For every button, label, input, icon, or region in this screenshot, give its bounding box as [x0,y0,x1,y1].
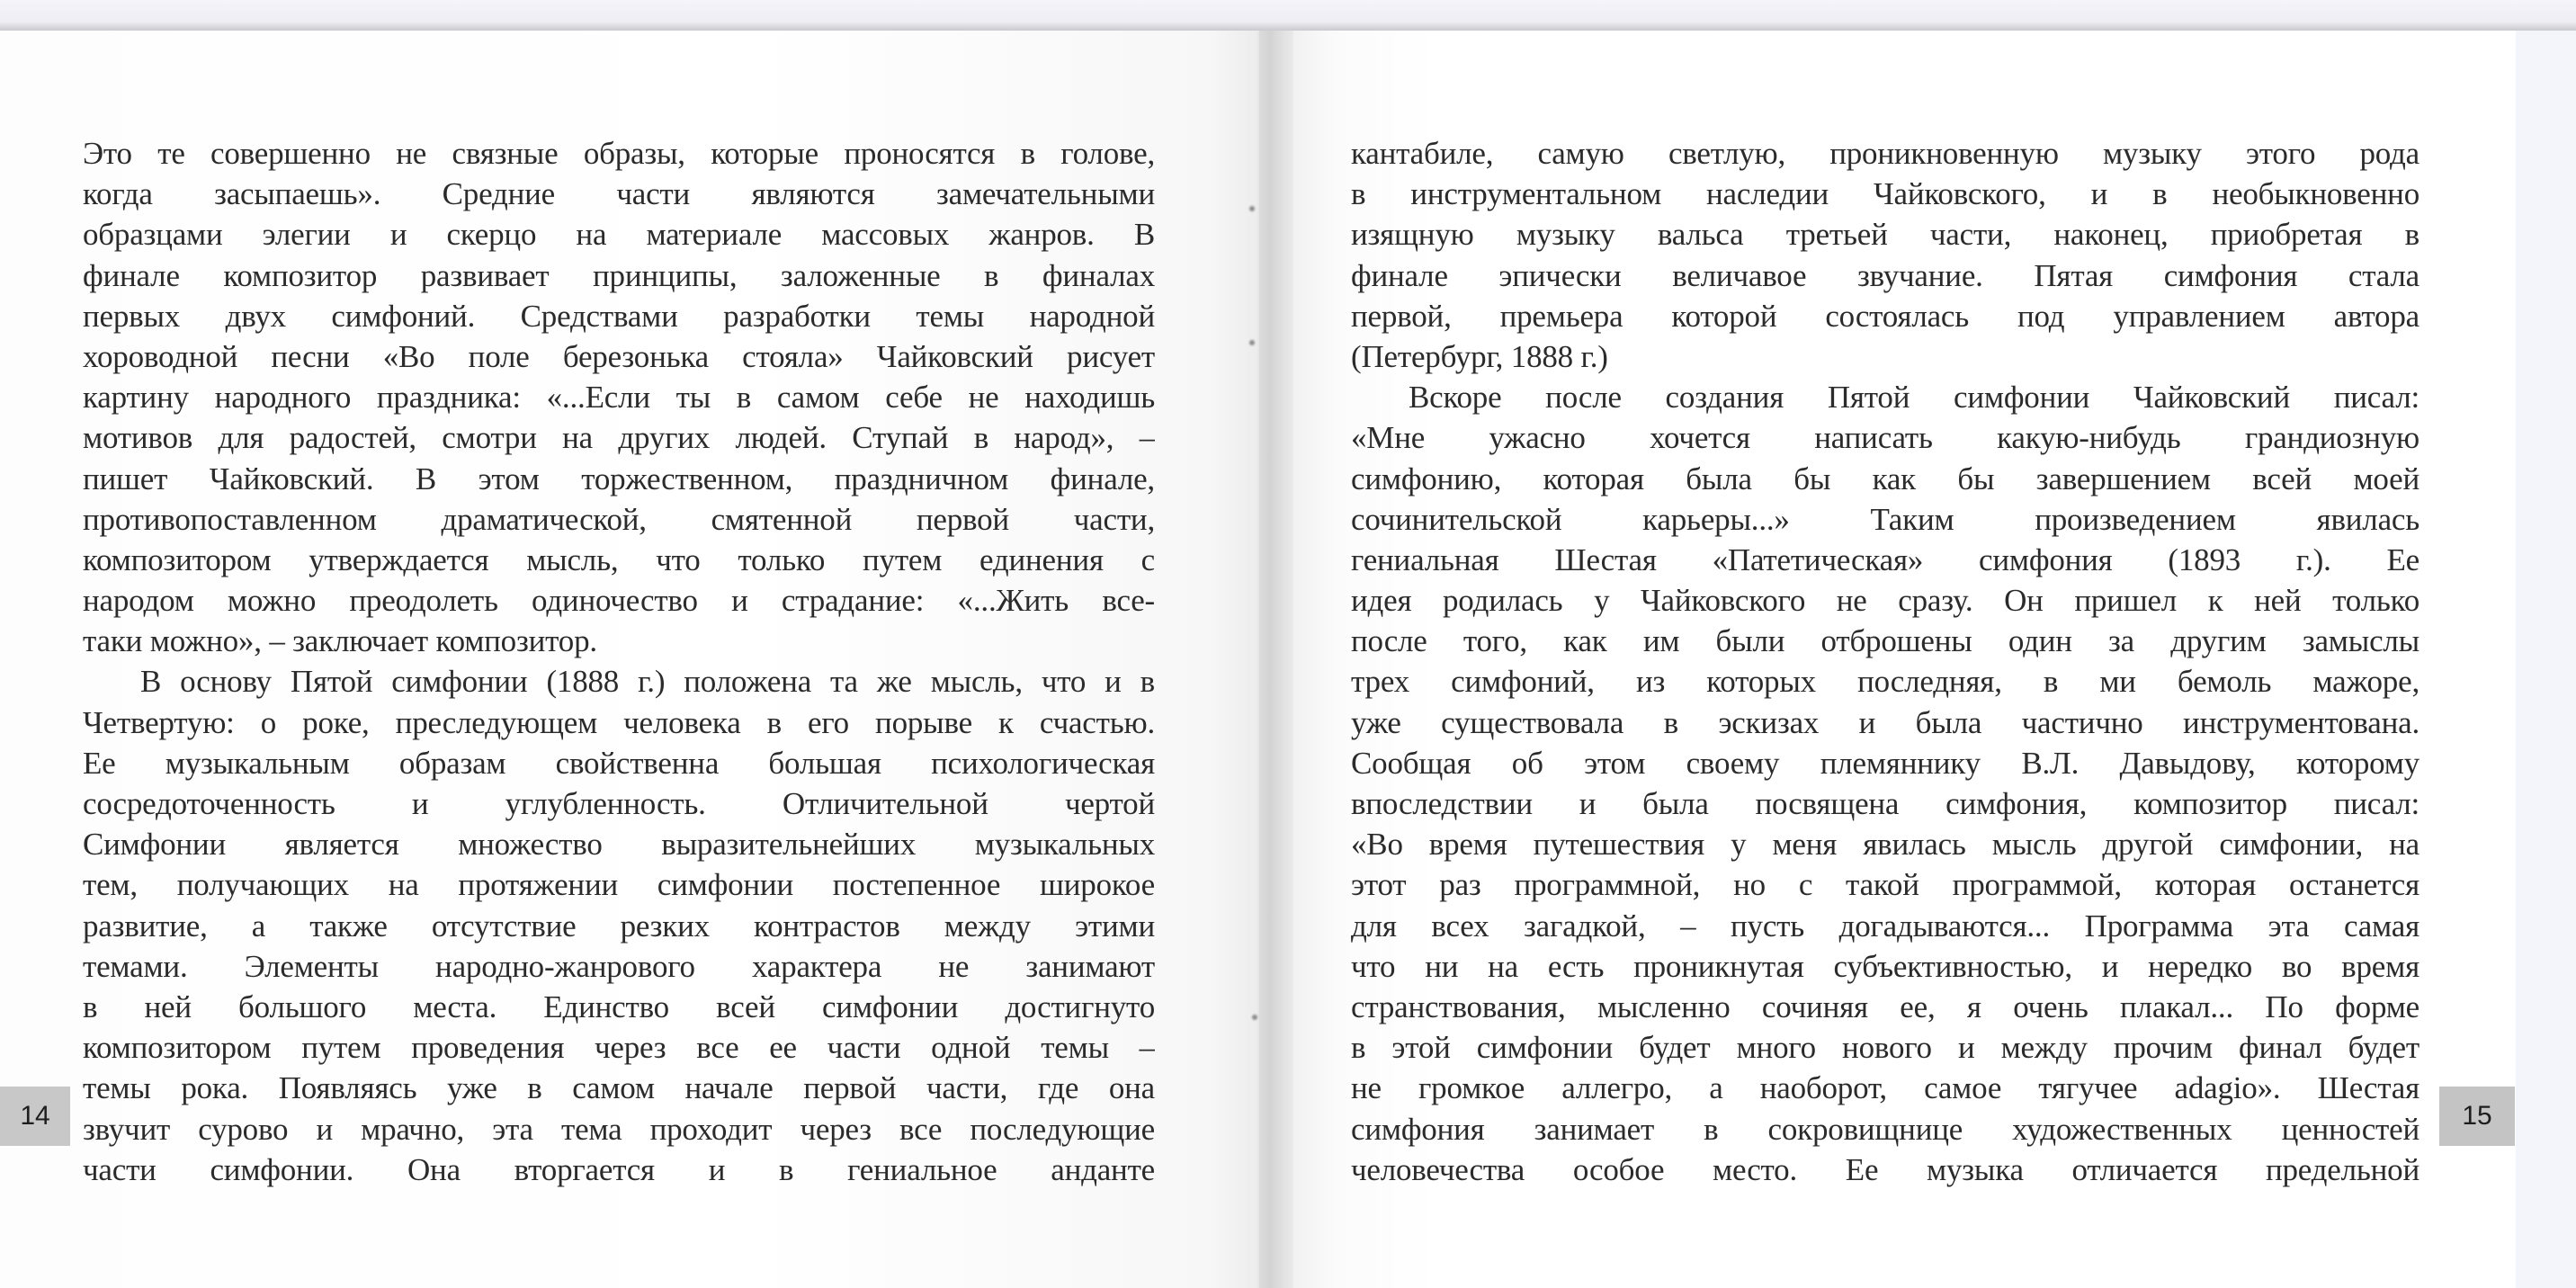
text-line: темы рока. Появляясь уже в самом начале первой части, где она [83,1070,1155,1106]
text-line: для всех загадкой, – пусть догадываются... Программа эта самая [1351,908,2419,944]
text-line: человечества особое место. Ее музыка отличается предельной [1351,1151,2419,1187]
left-page-text [83,133,1155,1190]
text-line: звучит сурово и мрачно, эта тема проходит через все последующие [83,1111,1155,1147]
text-line: финале композитор развивает принципы, заложенные в финалах [83,257,1155,293]
text-line: хороводной песни «Во поле березонька стояла» Чайковский рисует [83,338,1155,374]
text-line: после того, как им были отброшены один за другим замыслы [1351,623,2419,659]
text-line: гениальная Шестая «Патетическая» симфония (1893 г.). Ее [1351,541,2419,577]
text-line: финале эпически величавое звучание. Пятая симфония стала [1351,257,2419,293]
text-line: симфонию, которая была бы как бы завершением всей моей [1351,461,2419,496]
text-line: сочинительской карьеры...» Таким произведением явилась [1351,501,2419,537]
text-line: уже существовала в эскизах и была частично инструментована. [1351,704,2419,740]
binding-mark-icon [1252,1015,1257,1020]
book-gutter [1257,31,1293,1288]
paragraph [1351,377,2419,1190]
scanner-top-edge [0,0,2576,31]
text-line: пишет Чайковский. В этом торжественном, праздничном финале, [83,461,1155,496]
paragraph [83,133,1155,661]
text-line: симфония занимает в сокровищнице художественных ценностей [1351,1111,2419,1147]
text-line: противопоставленном драматической, смятенной первой части, [83,501,1155,537]
text-line: части симфонии. Она вторгается и в гениальное анданте [83,1151,1155,1187]
text-line: этот раз программной, но с такой программой, которая останется [1351,867,2419,903]
binding-mark-icon [1249,340,1255,345]
text-line: народом можно преодолеть одиночество и страдание: «...Жить все- [83,583,1155,619]
text-line: тем, получающих на протяжении симфонии постепенное широкое [83,867,1155,903]
text-line: впоследствии и была посвящена симфония, композитор писал: [1351,786,2419,821]
text-line: развитие, а также отсутствие резких контрастов между этими [83,908,1155,944]
text-line: мотивов для радостей, смотри на других людей. Ступай в народ», – [83,420,1155,456]
page-number-left: 14 [0,1087,70,1146]
page-number-right: 15 [2439,1087,2515,1146]
text-line: Четвертую: о роке, преследующем человека в его порыве к счастью. [83,704,1155,740]
text-line: темами. Элементы народно-жанрового характера не занимают [83,948,1155,984]
text-line: в инструментальном наследии Чайковского, и в необыкновенно [1351,176,2419,212]
text-line: композитором утверждается мысль, что только путем единения с [83,541,1155,577]
text-line: композитором путем проведения через все ее части одной темы – [83,1030,1155,1066]
text-line: в этой симфонии будет много нового и между прочим финал будет [1351,1030,2419,1066]
text-line: Вскоре после создания Пятой симфонии Чайковский писал: [1409,380,2419,416]
text-line: не громкое аллегро, а наоборот, самое тягучее adagio». Шестая [1351,1070,2419,1106]
text-line: что ни на есть проникнутая субъективностью, и нередко во время [1351,948,2419,984]
scanner-right-edge [2516,31,2576,1288]
text-line: В основу Пятой симфонии (1888 г.) положена та же мысль, что и в [140,664,1155,700]
text-line: (Петербург, 1888 г.) [1351,338,1608,374]
text-line: Сообщая об этом своему племяннику В.Л. Давыдову, которому [1351,745,2419,781]
text-line: образцами элегии и скерцо на материале массовых жанров. В [83,217,1155,253]
text-line: Это те совершенно не связные образы, которые проносятся в голове, [83,136,1155,171]
binding-mark-icon [1249,206,1255,211]
text-line: трех симфоний, из которых последняя, в ми бемоль мажоре, [1351,664,2419,700]
text-line: первой, премьера которой состоялась под управлением автора [1351,298,2419,334]
paragraph [83,661,1155,1189]
text-line: Симфонии является множество выразительнейших музыкальных [83,827,1155,863]
text-line: изящную музыку вальса третьей части, наконец, приобретая в [1351,217,2419,253]
text-line: в ней большого места. Единство всей симфонии достигнуто [83,988,1155,1024]
text-line: странствования, мысленно сочиняя ее, я очень плакал... По форме [1351,988,2419,1024]
text-line: сосредоточенность и углубленность. Отличительной чертой [83,786,1155,821]
text-line: кантабиле, самую светлую, проникновенную музыку этого рода [1351,136,2419,171]
text-line: идея родилась у Чайковского не сразу. Он пришел к ней только [1351,583,2419,619]
text-line: таки можно», – заключает композитор. [83,623,597,659]
paragraph [1351,133,2419,377]
text-line: первых двух симфоний. Средствами разработки темы народной [83,298,1155,334]
right-page-text [1351,133,2419,1190]
text-line: «Мне ужасно хочется написать какую-нибудь грандиозную [1351,420,2419,456]
text-line: когда засыпаешь». Средние части являются замечательными [83,176,1155,212]
text-line: картину народного праздника: «...Если ты в самом себе не находишь [83,380,1155,416]
text-line: Ее музыкальным образам свойственна большая психологическая [83,745,1155,781]
text-line: «Во время путешествия у меня явилась мысль другой симфонии, на [1351,827,2419,863]
